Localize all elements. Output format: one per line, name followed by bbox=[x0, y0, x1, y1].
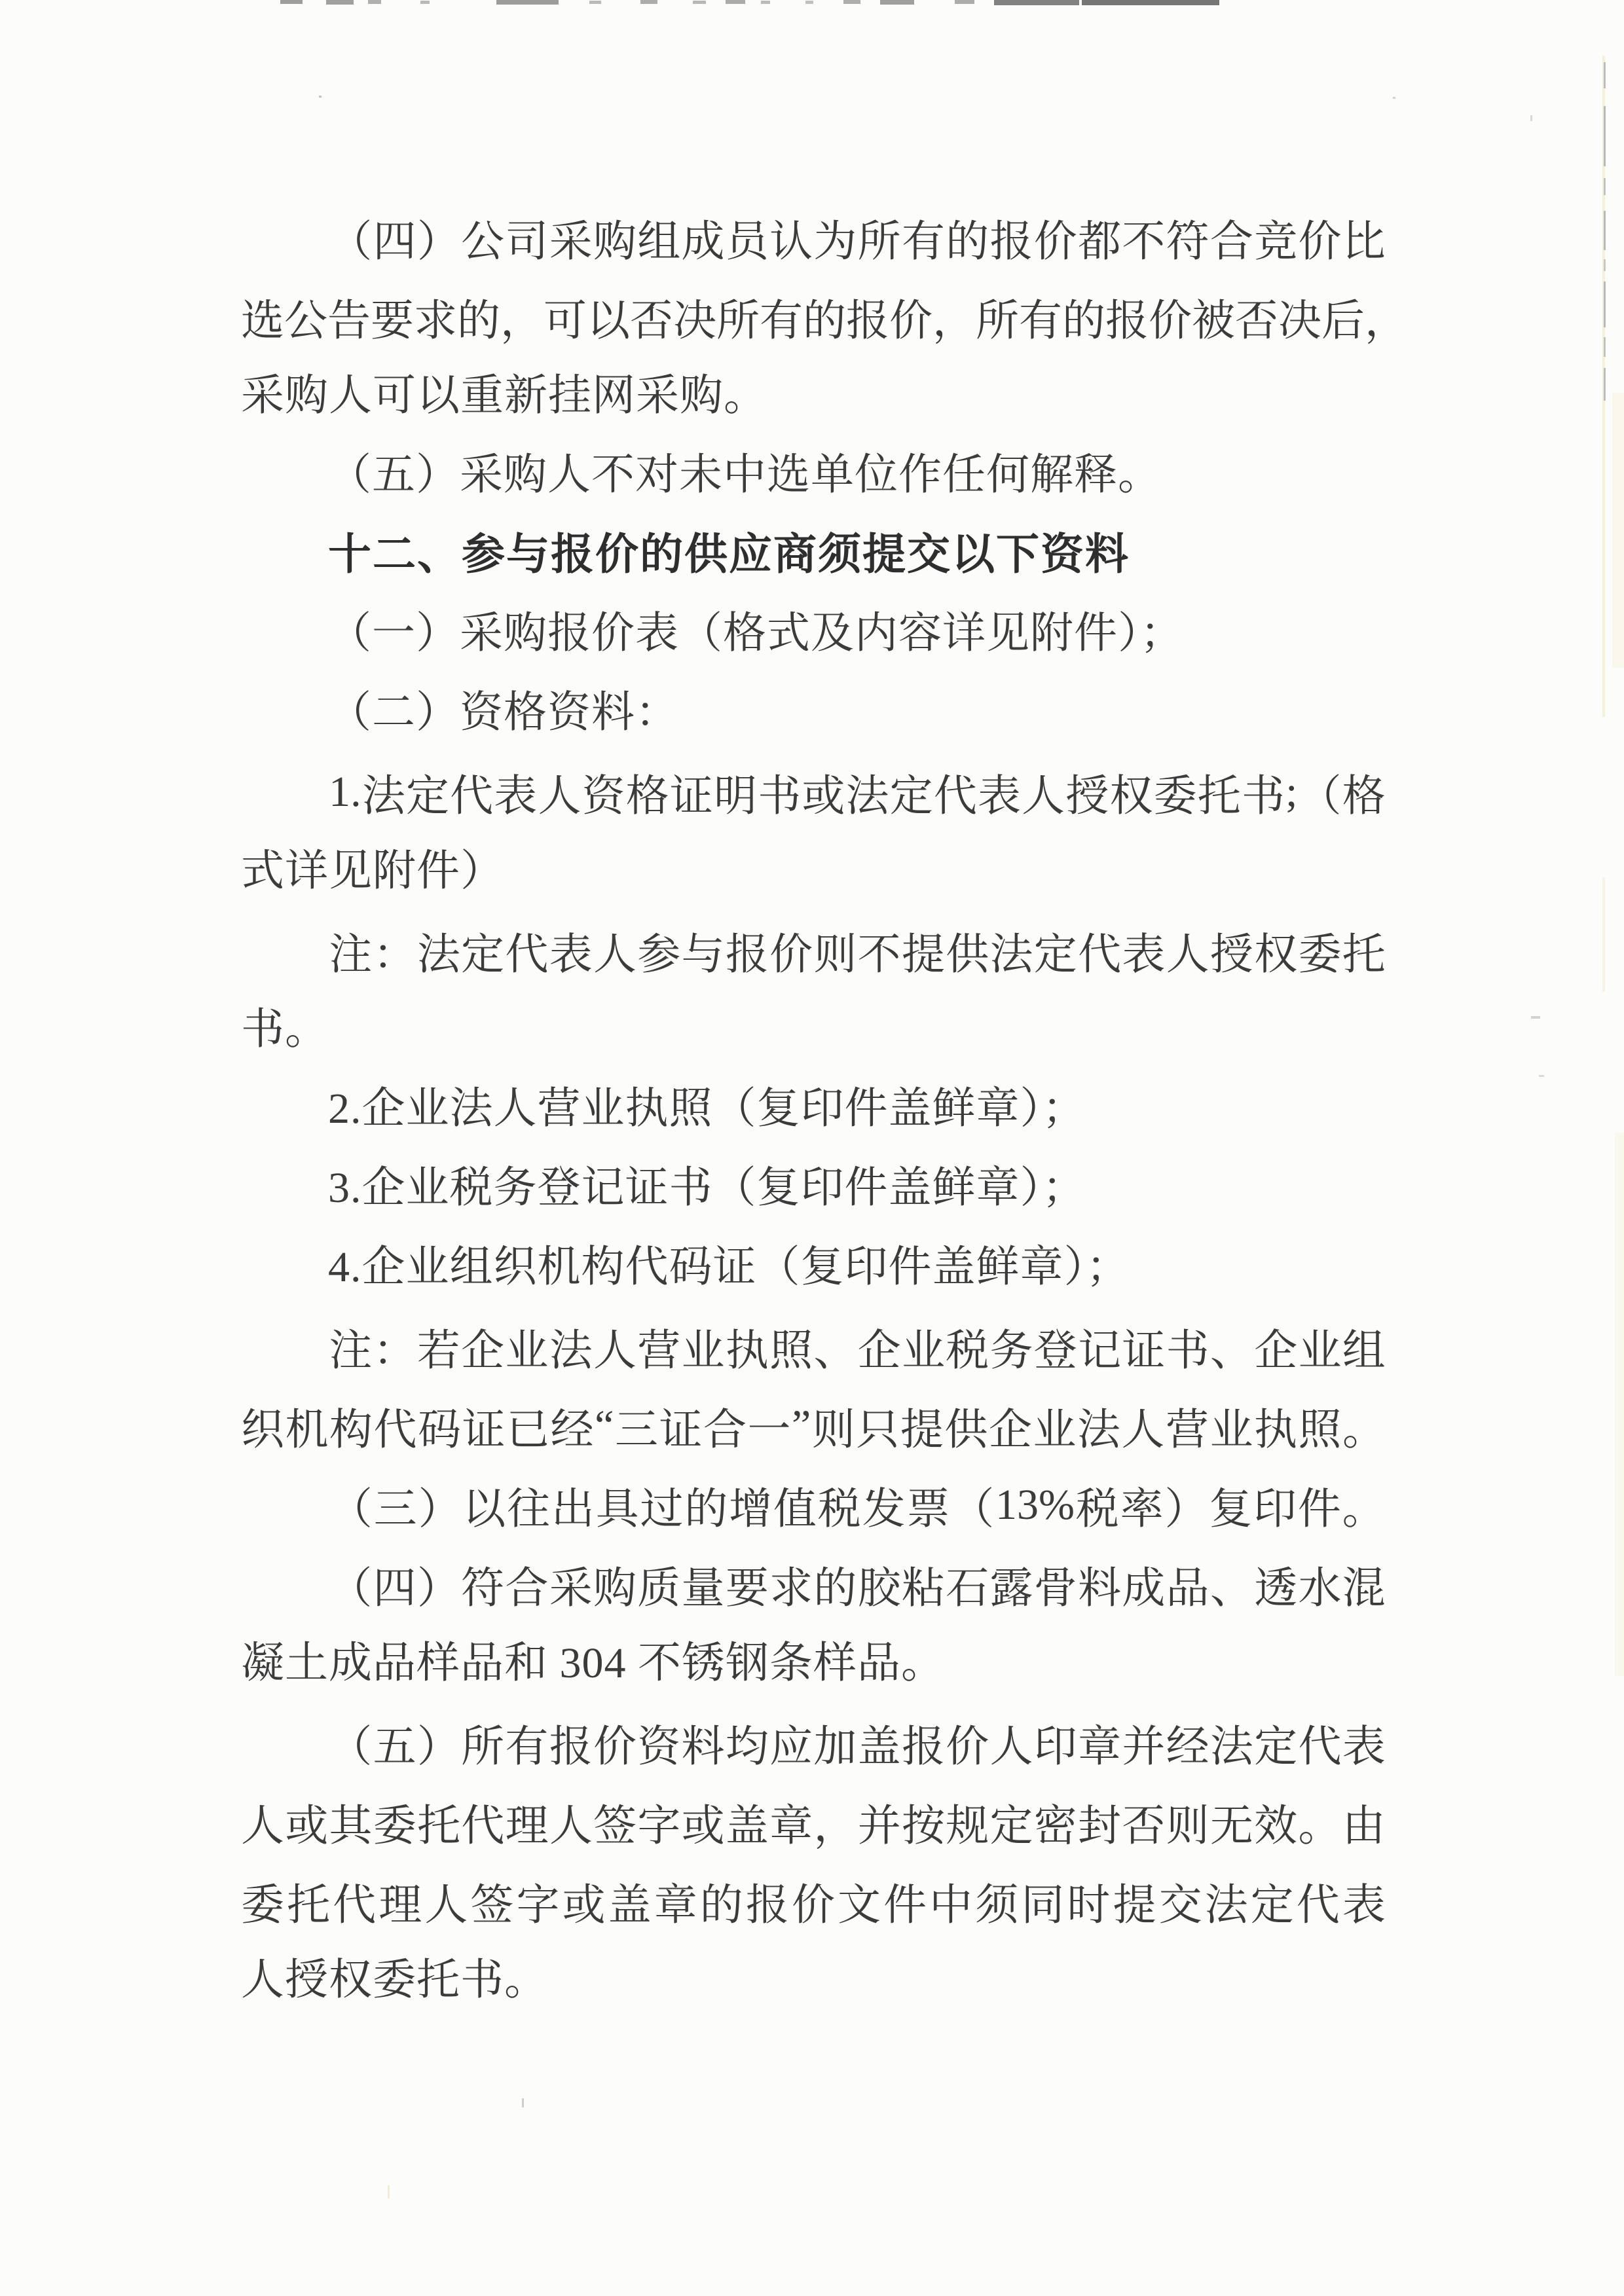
paragraph bbox=[241, 911, 1386, 1069]
text-line: 2.企业法人营业执照（复印件盖鲜章）； bbox=[328, 1085, 1086, 1133]
text-line: 式详见附件） bbox=[241, 847, 504, 895]
text-line: 采购人可以重新挂网采购。 bbox=[241, 372, 767, 420]
text-line: 选 公 告 要 求 的 ， 可 以 否 决 所 有 的 报 价 ， 所 有 的 报 价 被 否 决 后 ， bbox=[241, 297, 1408, 345]
text-line: 人 或 其 委 托 代 理 人 签 字 或 盖 章 ， 并 按 规 定 密 封 否 则 无 效 。 由 bbox=[241, 1802, 1386, 1850]
paragraph-indent bbox=[241, 237, 328, 238]
text-line: 4.企业组织机构代码证（复印件盖鲜章）； bbox=[328, 1243, 1130, 1291]
text-line: （ 五 ） 所 有 报 价 资 料 均 应 加 盖 报 价 人 印 章 并 经 法 定 代 表 bbox=[241, 1703, 1386, 1782]
paragraph bbox=[241, 673, 1386, 752]
text-line: （一）采购报价表（格式及内容详见附件）； bbox=[328, 610, 1184, 657]
paragraph bbox=[241, 1069, 1386, 1148]
paragraph bbox=[241, 594, 1386, 673]
text-line: 十二、参与报价的供应商须提交以下资料 bbox=[328, 530, 1130, 578]
paragraph bbox=[241, 515, 1386, 594]
paragraph bbox=[241, 435, 1386, 515]
paragraph bbox=[241, 1703, 1386, 2020]
paragraph bbox=[241, 198, 1408, 435]
text-line: （五）采购人不对未中选单位作任何解释。 bbox=[328, 451, 1162, 499]
text-line: 1. 法 定 代 表 人 资 格 证 明 书 或 法 定 代 表 人 授 权 委 托 书 ; （ 格 bbox=[241, 752, 1386, 831]
paragraph bbox=[241, 1307, 1386, 1465]
paragraph bbox=[241, 1544, 1386, 1703]
paragraph-indent bbox=[241, 1504, 328, 1505]
text-line: 注 ： 若 企 业 法 人 营 业 执 照 、 企 业 税 务 登 记 证 书 、 企 业 组 bbox=[241, 1307, 1386, 1386]
paragraph bbox=[241, 1228, 1386, 1307]
paragraph bbox=[241, 1465, 1386, 1544]
text-line: 织 机 构 代 码 证 已 经 “ 三 证 合 一 ” 则 只 提 供 企 业 法 人 营 业 执 照 。 bbox=[241, 1401, 1386, 1454]
text-line: 人授权委托书。 bbox=[241, 1956, 548, 2004]
paragraph-indent bbox=[241, 950, 328, 951]
text-line: （ 四 ） 符 合 采 购 质 量 要 求 的 胶 粘 石 露 骨 料 成 品 、 透 水 混 bbox=[241, 1544, 1386, 1624]
paragraph bbox=[241, 1148, 1386, 1228]
text-line: 凝土成品样品和 304 不锈钢条样品。 bbox=[241, 1639, 945, 1687]
text-line: （ 四 ） 公 司 采 购 组 成 员 认 为 所 有 的 报 价 都 不 符 合 竞 价 比 bbox=[241, 198, 1386, 277]
paragraph bbox=[241, 752, 1386, 911]
paragraph-indent bbox=[241, 1346, 328, 1347]
text-line: 3.企业税务登记证书（复印件盖鲜章）； bbox=[328, 1164, 1086, 1212]
text-line: 委 托 代 理 人 签 字 或 盖 章 的 报 价 文 件 中 须 同 时 提 交 法 定 代 表 bbox=[241, 1882, 1386, 1929]
text-line: （ 三 ） 以 往 出 具 过 的 增 值 税 发 票 （ 13% 税 率 ） 复 印 件 。 bbox=[241, 1465, 1386, 1544]
document-text bbox=[241, 198, 1408, 2020]
text-line: （二）资格资料： bbox=[328, 689, 679, 737]
paragraph-indent bbox=[241, 1742, 328, 1743]
text-line: 注 ： 法 定 代 表 人 参 与 报 价 则 不 提 供 法 定 代 表 人 授 权 委 托 bbox=[241, 911, 1386, 990]
text-line: 书。 bbox=[241, 1006, 329, 1053]
